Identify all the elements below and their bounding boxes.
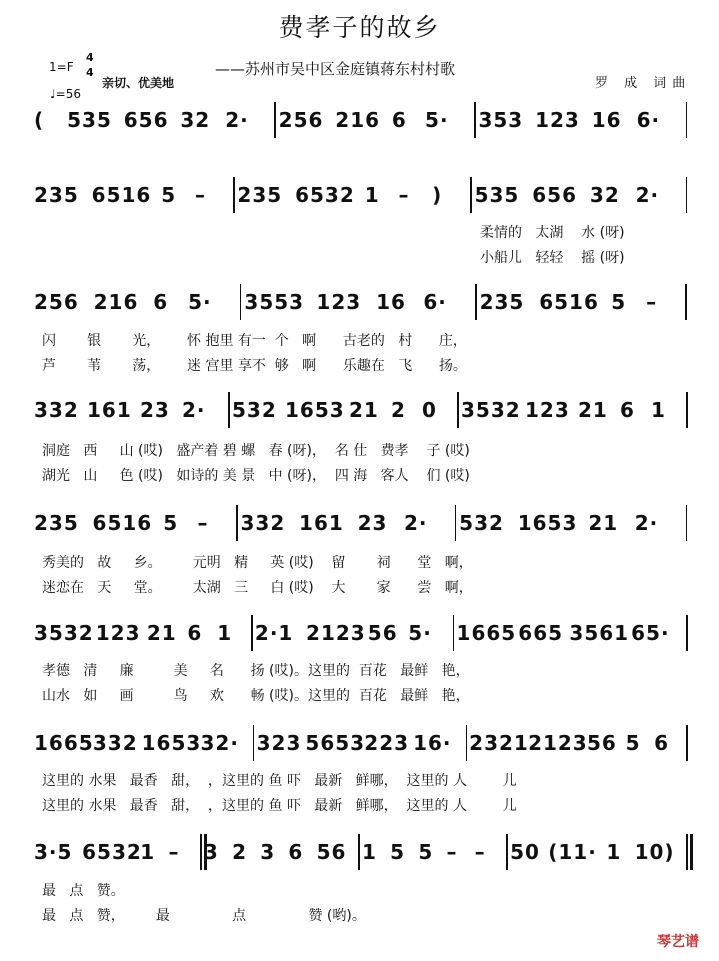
barline — [686, 725, 688, 761]
lyric-line: 这里的 水果 最香 甜， ，这里的 鱼 吓 最新 鲜哪， 这里的 人 儿 — [42, 798, 517, 814]
notation-row — [0, 613, 670, 653]
lyric-line: 小船儿 轻轻 摇 (呀) — [480, 250, 625, 266]
note-group: 2 — [391, 398, 406, 422]
note-group: 1665 — [456, 621, 517, 645]
barline — [236, 505, 238, 541]
note-group: – — [446, 840, 458, 864]
note-group: 2 — [232, 840, 247, 864]
note-group: 1 — [217, 621, 233, 645]
note-group: 235 — [34, 183, 79, 207]
barline — [686, 505, 688, 541]
lyric-line: 柔情的 太湖 水 (呀) — [480, 225, 625, 241]
note-group: 0 — [422, 398, 437, 422]
song-title: 费孝子的故乡 — [278, 13, 441, 42]
note-group: 2· — [403, 511, 428, 535]
note-group: 21 — [578, 398, 608, 422]
note-group: 535 — [67, 108, 112, 132]
note-group: 332 — [34, 398, 79, 422]
barline — [457, 392, 459, 428]
note-group: 16· — [413, 731, 452, 755]
note-group: 16 — [376, 290, 406, 314]
barline — [474, 102, 476, 138]
note-group: 21 — [588, 511, 619, 535]
note-group: 32 — [180, 108, 211, 132]
notation-row — [0, 390, 670, 430]
note-group: 332 — [92, 731, 138, 755]
barline — [686, 177, 688, 213]
lyric-line: 秀美的 故 乡。 元明 精 英 (哎) 留 祠 堂 啊， — [42, 555, 473, 571]
notation-row — [0, 100, 670, 140]
author-credit: 罗 成 词曲 — [595, 76, 692, 91]
note-group: 2123 — [528, 731, 588, 755]
note-group: 256 — [34, 290, 79, 314]
note-group: 1 — [140, 840, 156, 864]
note-group: – — [168, 840, 180, 864]
barline — [253, 725, 255, 761]
note-group: 235 — [34, 511, 79, 535]
note-group: 665 — [518, 621, 564, 645]
note-group: ( — [34, 108, 45, 132]
note-group: 2·1 — [254, 621, 294, 645]
note-group: 5653 — [305, 731, 366, 755]
note-group: – — [474, 840, 486, 864]
note-group: ) — [432, 183, 443, 207]
lyric-line: 闪 银 光， 怀 抱里 有一 个 啊 古老的 村 庄， — [42, 333, 467, 349]
notation-row — [0, 832, 675, 872]
note-group: 161 — [87, 398, 132, 422]
note-group: 532 — [232, 398, 277, 422]
note-group: 1 — [651, 398, 666, 422]
barline — [274, 102, 276, 138]
note-group: 32· — [200, 731, 239, 755]
style-marking: 亲切、优美地 — [102, 76, 175, 90]
lyric-line: 湖光 山 色 (哎) 如诗的 美 景 中 (呀)， 四 海 客人 们 (哎) — [42, 468, 470, 484]
note-group: 6 — [654, 731, 670, 755]
note-group: – — [646, 290, 658, 314]
lyric-line: 芦 苇 荡， 迷 宫里 享不 够 啊 乐趣在 飞 扬。 — [42, 358, 467, 374]
note-group: 6· — [636, 108, 661, 132]
note-group: 5 — [163, 511, 179, 535]
barline — [686, 615, 688, 651]
note-group: 6 — [620, 398, 635, 422]
note-group: 21 — [349, 398, 379, 422]
notation-row — [0, 282, 670, 322]
note-group: 3 — [203, 840, 219, 864]
note-group: 6516 — [92, 511, 153, 535]
note-group: 5· — [425, 108, 449, 132]
note-group: 532 — [459, 511, 504, 535]
lyric-line: 山水 如 画 鸟 欢 畅 (哎)。这里的 百花 最鲜 艳， — [42, 688, 470, 704]
note-group: 23 — [357, 511, 388, 535]
note-group: 535 — [474, 183, 520, 207]
note-group: 123 — [525, 398, 570, 422]
note-group: 50 — [510, 840, 540, 864]
note-group: 3·5 — [34, 840, 73, 864]
watermark-logo: 琴艺谱 — [657, 934, 699, 950]
note-group: (11· — [548, 840, 597, 864]
notation-row — [0, 175, 670, 215]
barline — [251, 615, 253, 651]
note-group: 235 — [237, 183, 283, 207]
note-group: 5 — [625, 731, 641, 755]
lyric-line: 洞庭 西 山 (哎) 盛产着 碧 螺 春 (呀)， 名 仕 费孝 子 (哎) — [42, 443, 470, 459]
note-group: 1 — [606, 840, 622, 864]
barline — [358, 834, 360, 870]
note-group: 1 — [364, 183, 380, 207]
note-group: 5 — [418, 840, 434, 864]
note-group: 6 — [391, 108, 407, 132]
note-group: 56 — [316, 840, 347, 864]
time-signature-bottom: 4 — [86, 66, 94, 79]
note-group: 23 — [140, 398, 170, 422]
note-group: 256 — [278, 108, 324, 132]
note-group: 2· — [635, 183, 660, 207]
note-group: 2· — [182, 398, 206, 422]
barline — [233, 177, 235, 213]
barline — [200, 834, 202, 870]
note-group: 3532 — [461, 398, 521, 422]
lyric-line: 迷恋在 天 堂。 太湖 三 白 (哎) 大 家 尝 啊， — [42, 580, 473, 596]
double-barline — [690, 834, 693, 870]
note-group: 332 — [240, 511, 286, 535]
time-signature-top: 4 — [86, 51, 94, 64]
barline — [453, 615, 455, 651]
note-group: 235 — [479, 290, 525, 314]
barline — [686, 392, 688, 428]
note-group: 2321 — [469, 731, 529, 755]
note-group: 1653 — [285, 398, 345, 422]
lyric-line: 这里的 水果 最香 甜， ，这里的 鱼 吓 最新 鲜哪， 这里的 人 儿 — [42, 773, 517, 789]
note-group: 21 — [146, 621, 177, 645]
barline — [470, 177, 472, 213]
note-group: 1 — [362, 840, 377, 864]
barline — [475, 284, 477, 320]
note-group: 2123 — [306, 621, 366, 645]
tempo-marking: ♩=56 — [50, 87, 81, 101]
note-group: 6532 — [82, 840, 142, 864]
notation-row — [0, 503, 670, 543]
barline — [228, 392, 230, 428]
barline — [686, 102, 688, 138]
note-group: 123 — [535, 108, 580, 132]
note-group: – — [195, 183, 206, 207]
note-group: 10) — [634, 840, 675, 864]
note-group: 3561 — [569, 621, 630, 645]
note-group: 323 — [256, 731, 302, 755]
barline — [455, 505, 457, 541]
song-subtitle: ——苏州市吴中区金庭镇蒋东村村歌 — [215, 60, 456, 78]
note-group: 56 — [586, 731, 617, 755]
note-group: 123 — [316, 290, 362, 314]
notation-row — [0, 723, 670, 763]
note-group: 1653 — [517, 511, 578, 535]
note-group: 6 — [187, 621, 203, 645]
note-group: 5 — [161, 183, 177, 207]
note-group: 6516 — [539, 290, 599, 314]
note-group: 6532 — [295, 183, 355, 207]
note-group: 65· — [631, 621, 670, 645]
key-signature: 1=F — [49, 60, 74, 74]
note-group: 5 — [390, 840, 406, 864]
note-group: 656 — [123, 108, 169, 132]
note-group: 353 — [478, 108, 524, 132]
lyric-line: 最 点 赞， 最 点 赞 (哟)。 — [42, 908, 366, 924]
note-group: 1665 — [34, 731, 94, 755]
note-group: 6· — [423, 290, 447, 314]
barline — [466, 725, 468, 761]
note-group: 3532 — [34, 621, 94, 645]
note-group: 223 — [364, 731, 410, 755]
note-group: 5 — [611, 290, 627, 314]
barline — [506, 834, 508, 870]
note-group: – — [398, 183, 410, 207]
note-group: 3 — [260, 840, 276, 864]
note-group: 656 — [532, 183, 577, 207]
note-group: 6 — [153, 290, 169, 314]
note-group: 123 — [95, 621, 141, 645]
note-group: 6 — [288, 840, 304, 864]
lyric-line: 最 点 赞。 — [42, 883, 125, 899]
note-group: 2· — [634, 511, 659, 535]
note-group: 5· — [408, 621, 432, 645]
note-group: 5· — [188, 290, 212, 314]
note-group: 3553 — [244, 290, 305, 314]
note-group: 2· — [225, 108, 249, 132]
note-group: 6516 — [91, 183, 152, 207]
note-group: 216 — [93, 290, 139, 314]
note-group: – — [197, 511, 209, 535]
lyric-line: 孝德 清 廉 美 名 扬 (哎)。这里的 百花 最鲜 艳， — [42, 663, 470, 679]
note-group: 216 — [335, 108, 381, 132]
note-group: 32 — [589, 183, 620, 207]
barline — [240, 284, 242, 320]
note-group: 1653 — [141, 731, 202, 755]
barline — [685, 284, 687, 320]
note-group: 16 — [591, 108, 622, 132]
note-group: 161 — [299, 511, 344, 535]
note-group: 56 — [367, 621, 398, 645]
barline — [686, 834, 688, 870]
